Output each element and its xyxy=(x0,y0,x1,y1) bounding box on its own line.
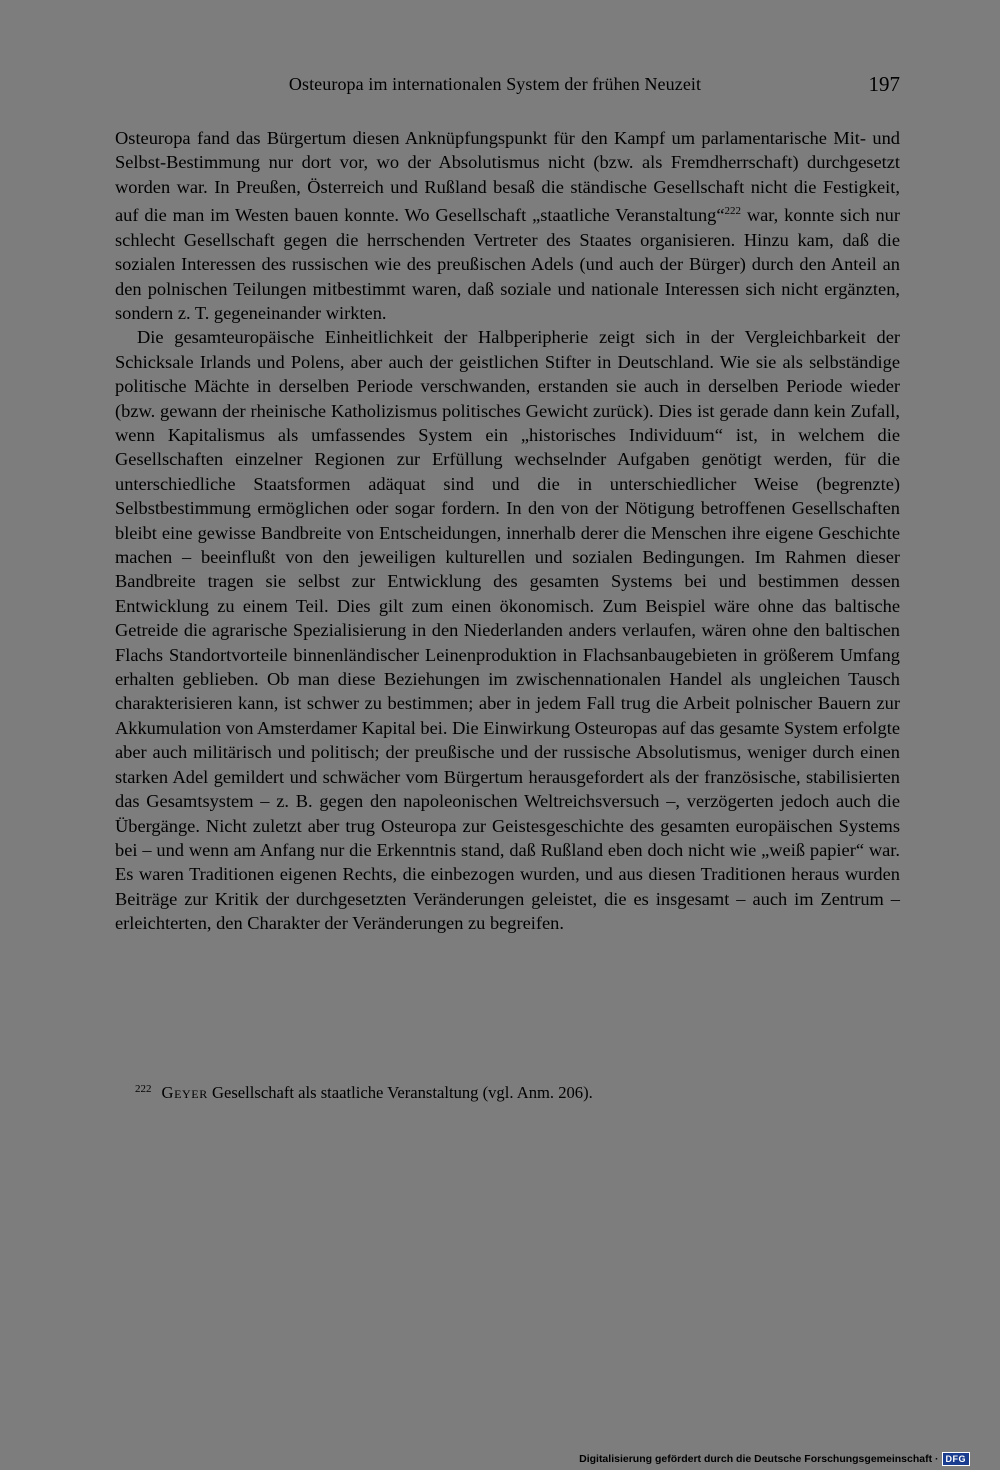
footnote-reference[interactable]: 222 xyxy=(724,205,742,218)
paragraph-2: Die gesamteuropäische Einheitlichkeit der Halbperipherie zeigt sich in der Vergleichbarkeit der Schicksale Irlands und Polens, aber auch der geistlichen Stifter in Deutschland. Wie sie als selbständige politische Mächte in derselben Periode verschwanden, erstanden sie auch in derselben Periode wieder (bzw. gewann der rheinische Katholizismus politisches Gewicht zurück). Dies ist gerade dann kein Zufall, wenn Kapitalismus als umfassendes System ein „historisches Individuum“ ist, in welchem die Gesellschaften einzelner Regionen zur Erfüllung wechselnder Aufgaben genötigt werden, für die unterschiedliche Staatsformen adäquat sind und die in unterschiedlicher Weise (begrenzte) Selbstbestimmung ermöglichen oder sogar fordern. In den von der Nötigung betroffenen Gesellschaften bleibt eine gewisse Bandbreite von Entscheidungen, innerhalb derer die Menschen ihre eigene Geschichte machen – beeinflußt von den jeweiligen kulturellen und sozialen Bedingungen. Im Rahmen dieser Bandbreite tragen sie selbst zur Entwicklung des gesamten Systems bei und bestimmen dessen Entwicklung zu einem Teil. Dies gilt zum einen ökonomisch. Zum Beispiel wäre ohne das baltische Getreide die agrarische Spezialisierung in den Niederlanden anders verlaufen, wären ohne den baltischen Flachs Standortvorteile binnenländischer Leinenproduktion in Flachsanbaugebieten in größerem Umfang erhalten geblieben. Ob man diese Beziehungen im zwischennationalen Handel als ungleichen Tausch charakterisieren kann, ist schwer zu bestimmen; aber in jedem Fall trug die Arbeit polnischer Bauern zur Akkumulation von Amsterdamer Kapital bei. Die Einwirkung Osteuropas auf das gesamte System erfolgte aber auch militärisch und politisch; der preußische und der russische Absolutismus, weniger durch einen starken Adel gemildert und schwächer vom Bürgertum herausgefordert als der französische, stabilisierten das Gesamtsystem – z. B. gegen den napoleonischen Weltreichsversuch –, verzögerten jedoch auch die Übergänge. Nicht zuletzt aber trug Osteuropa zur Geistesgeschichte des gesamten europäischen Systems bei – und wenn am Anfang nur die Erkenntnis stand, daß Rußland eben doch nicht wie „weiß papier“ war. Es waren Traditionen eigenen Rechts, die einbezogen wurden, und aus diesen Traditionen heraus wurden Beiträge zur Kritik der durchgesetzten Veränderungen geleistet, die es insgesamt – auch im Zentrum – erleichterten, den Charakter der Veränderungen zu begreifen. xyxy=(115,327,900,934)
running-title: Osteuropa im internationalen System der frühen Neuzeit xyxy=(288,74,702,94)
dfg-logo[interactable]: DFG xyxy=(942,1452,971,1466)
body-text xyxy=(115,126,900,936)
footnote-author: Geyer xyxy=(161,1083,208,1102)
page-header xyxy=(115,72,900,102)
digitization-credit xyxy=(579,1451,970,1467)
paragraph-1-continuation: war, konnte sich nur schlecht Gesellschaft gegen die herrschenden Vertreter des Staates organisieren. Hinzu kam, daß die sozialen Interessen des russischen wie des preußischen Adels (und auch der Bürger) durch den Anteil an den polnischen Teilungen mitbestimmt waren, daß soziale und nationale Interessen sich nicht ergänzten, sondern z. T. gegeneinander wirkten. xyxy=(115,205,900,323)
footnote-text: Gesellschaft als staatliche Veranstaltung (vgl. Anm. 206). xyxy=(207,1083,593,1102)
paragraph-1 xyxy=(115,126,900,325)
footnote xyxy=(115,1078,900,1104)
credit-text: Digitalisierung gefördert durch die Deutsche Forschungsgemeinschaft · xyxy=(579,1453,939,1465)
paragraph-1-text: Osteuropa fand das Bürgertum diesen Anknüpfungspunkt für den Kampf um parlamentarische Mit- und Selbst-Bestimmung nur dort vor, wo der Absolutismus nicht (bzw. als Fremdherrschaft) durchgesetzt worden war. In Preußen, Österreich und Rußland besaß die ständische Gesellschaft nicht die Festigkeit, auf die man im Westen bauen konnte. Wo Gesellschaft „staatliche Veranstaltung“ xyxy=(115,128,900,226)
page-number: 197 xyxy=(868,72,900,96)
footnote-number: 222 xyxy=(135,1083,152,1095)
